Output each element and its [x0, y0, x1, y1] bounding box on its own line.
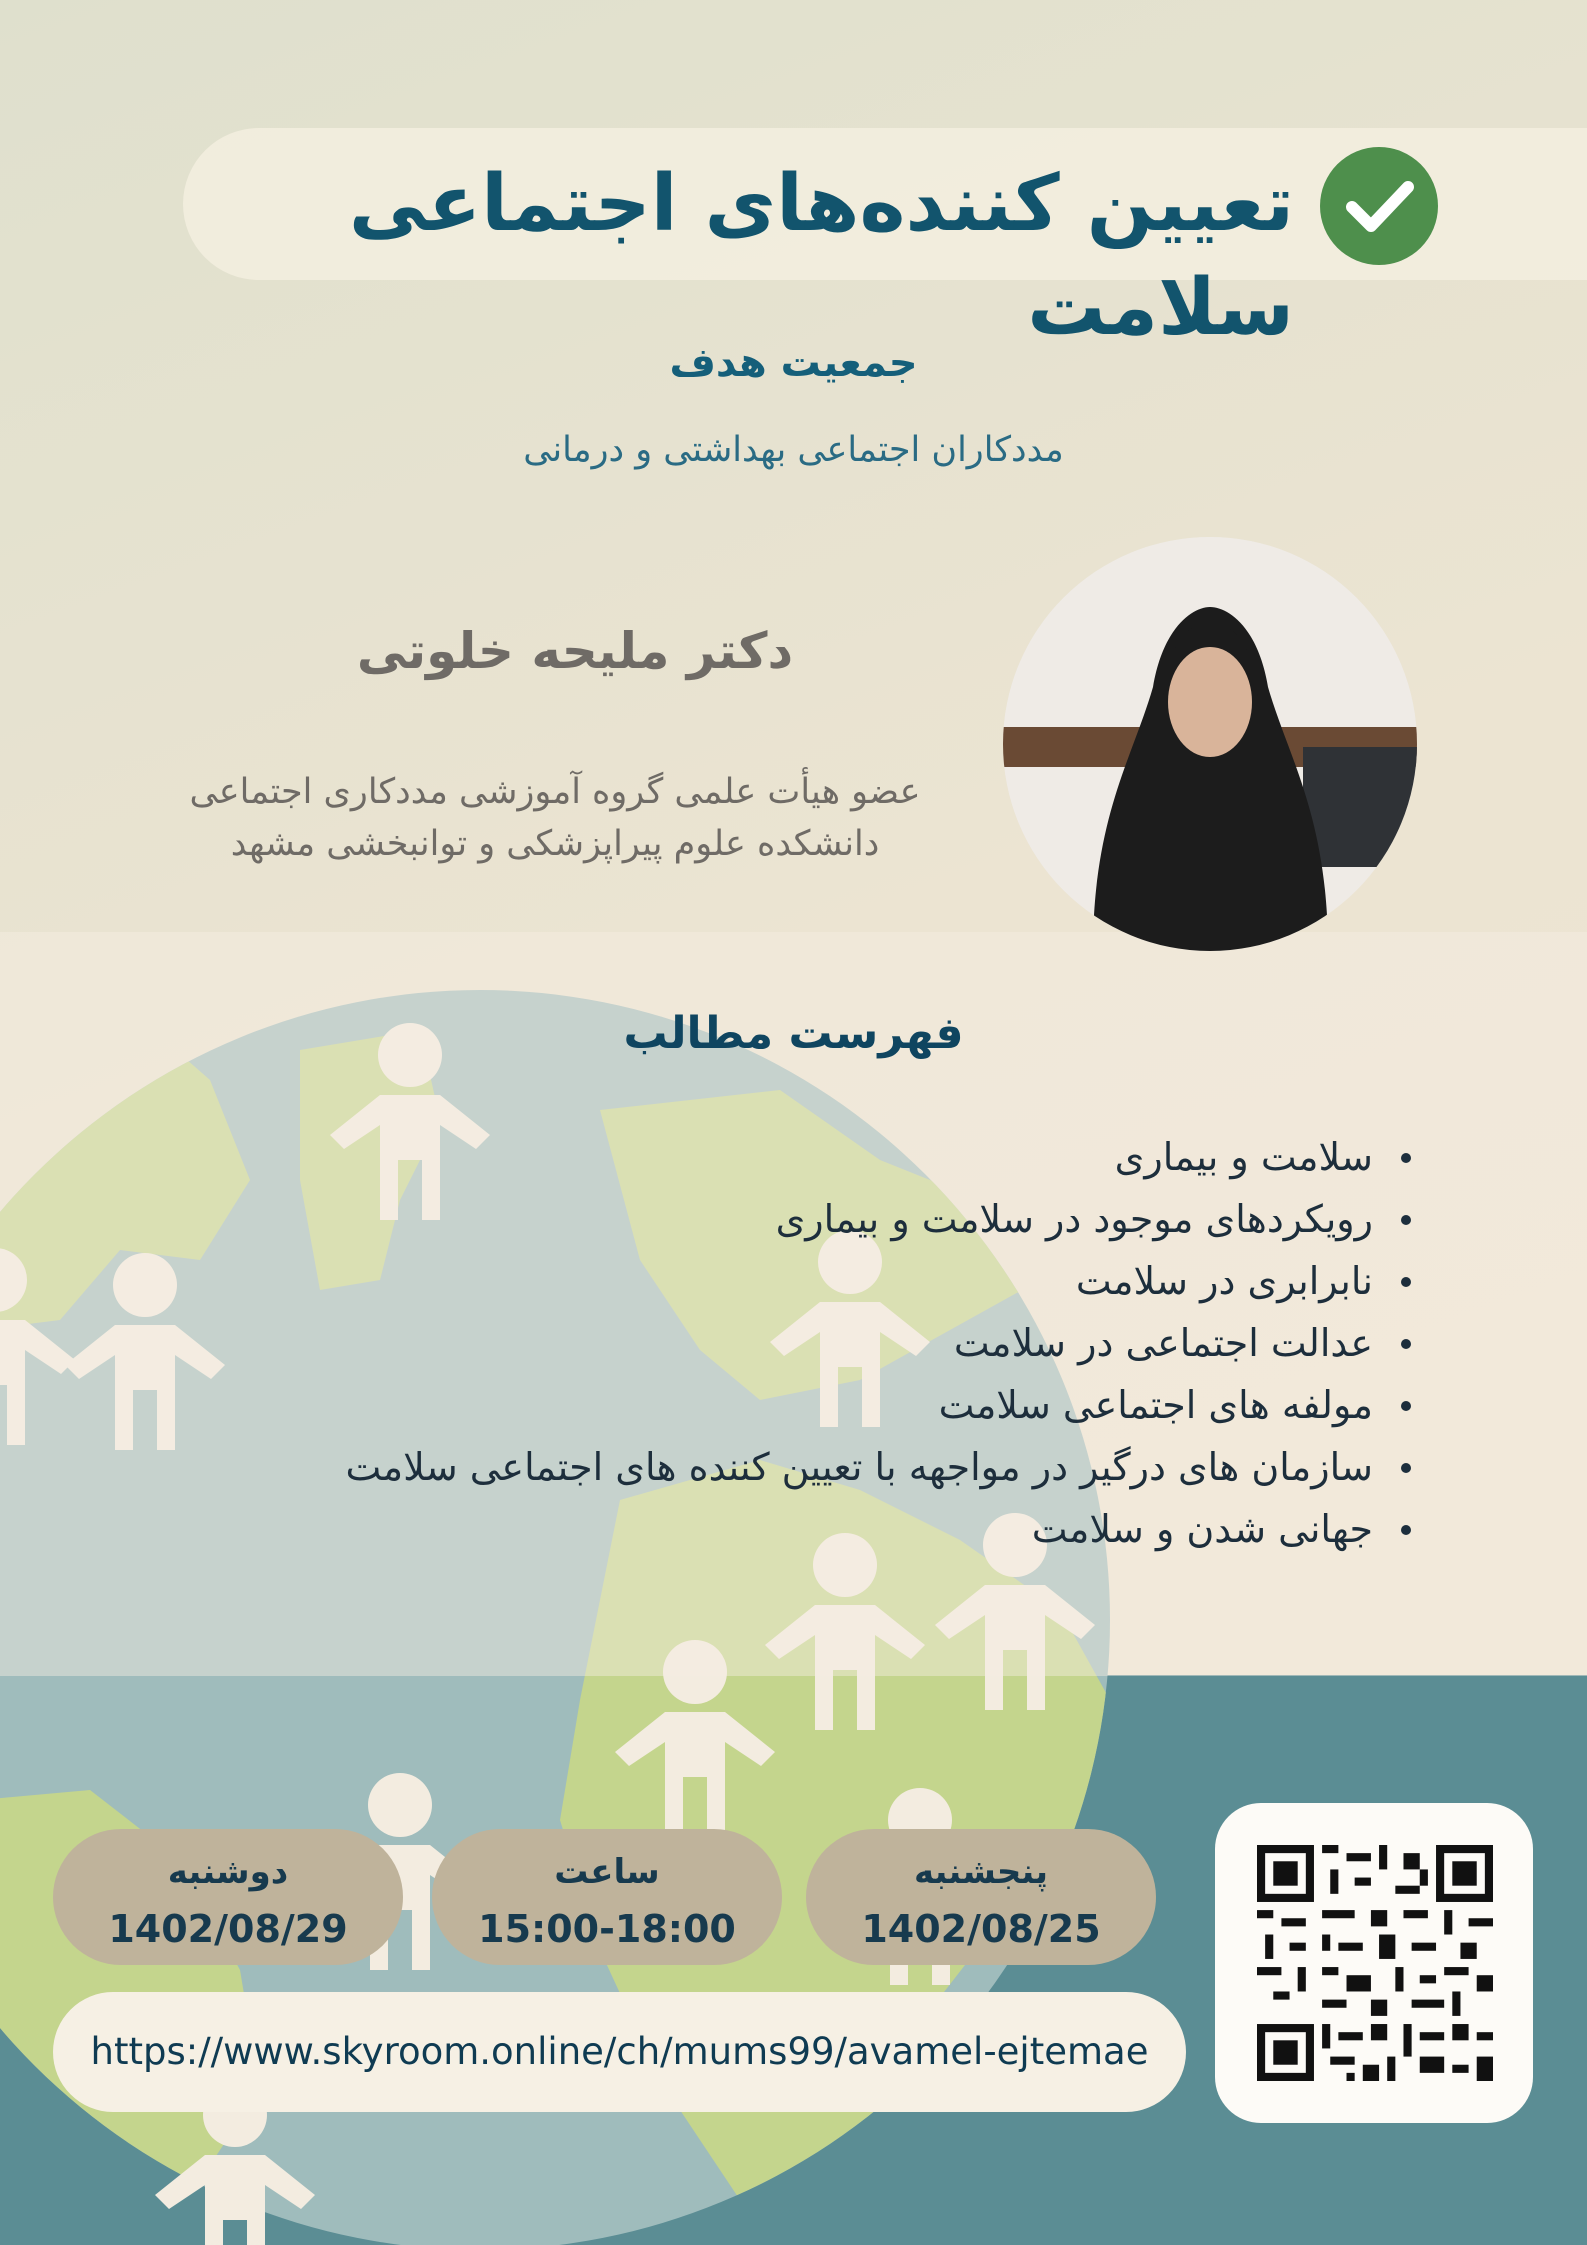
page-title: تعیین کننده‌های اجتماعی سلامت — [348, 159, 1294, 353]
speaker-affiliation — [120, 766, 990, 870]
list-item: سازمان های درگیر در مواجهه با تعیین کننده های اجتماعی سلامت — [345, 1436, 1373, 1498]
speaker-role-line: دانشکده علوم پیراپزشکی و توانبخشی مشهد — [230, 824, 880, 864]
list-item: عدالت اجتماعی در سلامت — [345, 1312, 1373, 1374]
list-item: نابرابری در سلامت — [345, 1250, 1373, 1312]
qr-code-icon — [1257, 1845, 1493, 2081]
speaker-name: دکتر ملیحه خلوتی — [356, 622, 794, 680]
target-audience-text: مددکاران اجتماعی بهداشتی و درمانی — [523, 430, 1064, 470]
list-item: رویکردهای موجود در سلامت و بیماری — [345, 1188, 1373, 1250]
time-badge — [432, 1829, 782, 1965]
contents-heading: فهرست مطالب — [623, 1008, 964, 1059]
end-date-badge — [53, 1829, 403, 1965]
end-date: 1402/08/29 — [108, 1907, 348, 1951]
start-day: پنجشنبه — [913, 1852, 1049, 1892]
list-item: مولفه های اجتماعی سلامت — [345, 1374, 1373, 1436]
start-date: 1402/08/25 — [861, 1907, 1101, 1951]
start-date-badge — [806, 1829, 1156, 1965]
list-item: جهانی شدن و سلامت — [345, 1498, 1373, 1560]
time-value: 15:00-18:00 — [478, 1907, 736, 1951]
time-label: ساعت — [554, 1852, 660, 1892]
qr-code-card[interactable] — [1215, 1803, 1533, 2123]
end-day: دوشنبه — [167, 1852, 289, 1892]
speaker-role-line: عضو هیأت علمی گروه آموزشی مددکاری اجتماعی — [189, 772, 921, 812]
speaker-photo — [1003, 537, 1417, 951]
target-audience-heading: جمعیت هدف — [669, 340, 918, 386]
contents-list — [345, 1126, 1417, 1560]
check-circle-icon — [1320, 147, 1438, 265]
list-item: سلامت و بیماری — [345, 1126, 1373, 1188]
session-link[interactable]: https://www.skyroom.online/ch/mums99/avamel-ejtemae — [53, 1992, 1186, 2112]
